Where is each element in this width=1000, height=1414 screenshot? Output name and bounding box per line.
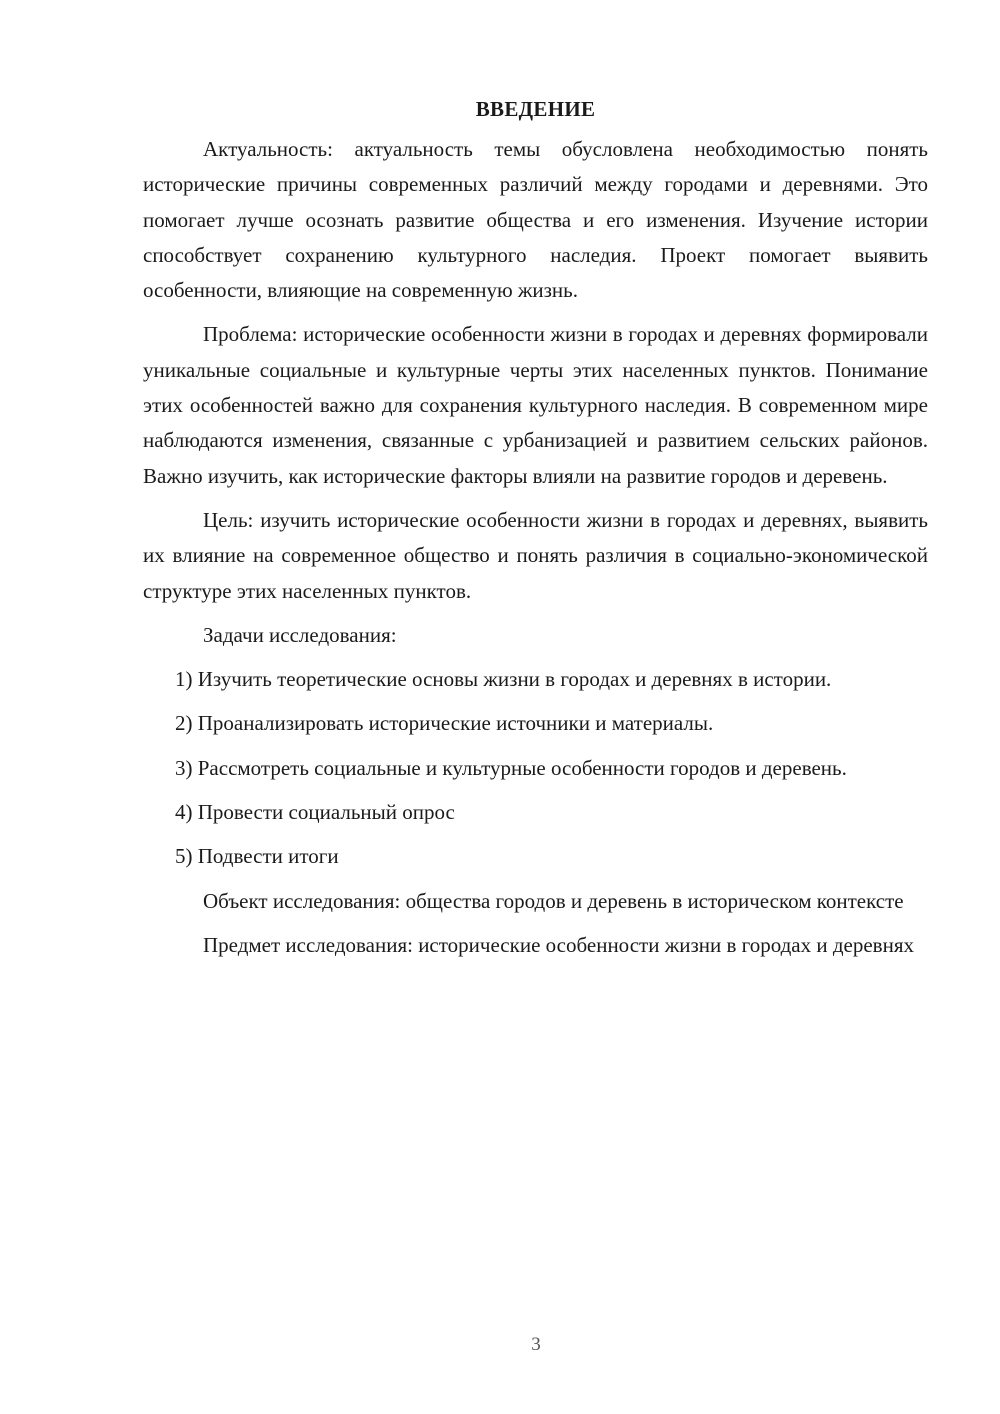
page-body — [143, 92, 928, 972]
task-item-2: 2) Проанализировать исторические источники и материалы. — [175, 711, 714, 736]
page-number: 3 — [531, 1334, 541, 1355]
tasks-heading: Задачи исследования: — [203, 622, 397, 647]
subject-paragraph: Предмет исследования: исторические особенности жизни в городах и деревнях — [203, 932, 914, 957]
task-item-3: 3) Рассмотреть социальные и культурные особенности городов и деревень. — [175, 755, 847, 780]
goal-paragraph: Цель: изучить исторические особенности жизни в городах и деревнях, выявить их влияние на современное общество и понять различия в социально-экономической структуре этих населенных пунктов. — [143, 507, 928, 603]
object-paragraph: Объект исследования: общества городов и деревень в историческом контексте — [203, 888, 904, 913]
problem-paragraph: Проблема: исторические особенности жизни в городах и деревнях формировали уникальные социальные и культурные черты этих населенных пунктов. Понимание этих особенностей важно для сохранения культурного наследия. В современном мире наблюдаются изменения, связанные с урбанизацией и развитием сельских районов. Важно изучить, как исторические факторы влияли на развитие городов и деревень. — [143, 322, 928, 488]
page-title: ВВЕДЕНИЕ — [475, 97, 596, 121]
relevance-paragraph: Актуальность: актуальность темы обусловлена необходимостью понять исторические причины современных различий между городами и деревнями. Это помогает лучше осознать развитие общества и его изменения. Изучение истории способствует сохранению культурного наследия. Проект помогает выявить особенности, влияющие на современную жизнь. — [143, 137, 928, 303]
task-item-1: 1) Изучить теоретические основы жизни в городах и деревнях в истории. — [175, 667, 832, 692]
task-item-4: 4) Провести социальный опрос — [175, 800, 455, 825]
task-item-5: 5) Подвести итоги — [175, 844, 339, 869]
